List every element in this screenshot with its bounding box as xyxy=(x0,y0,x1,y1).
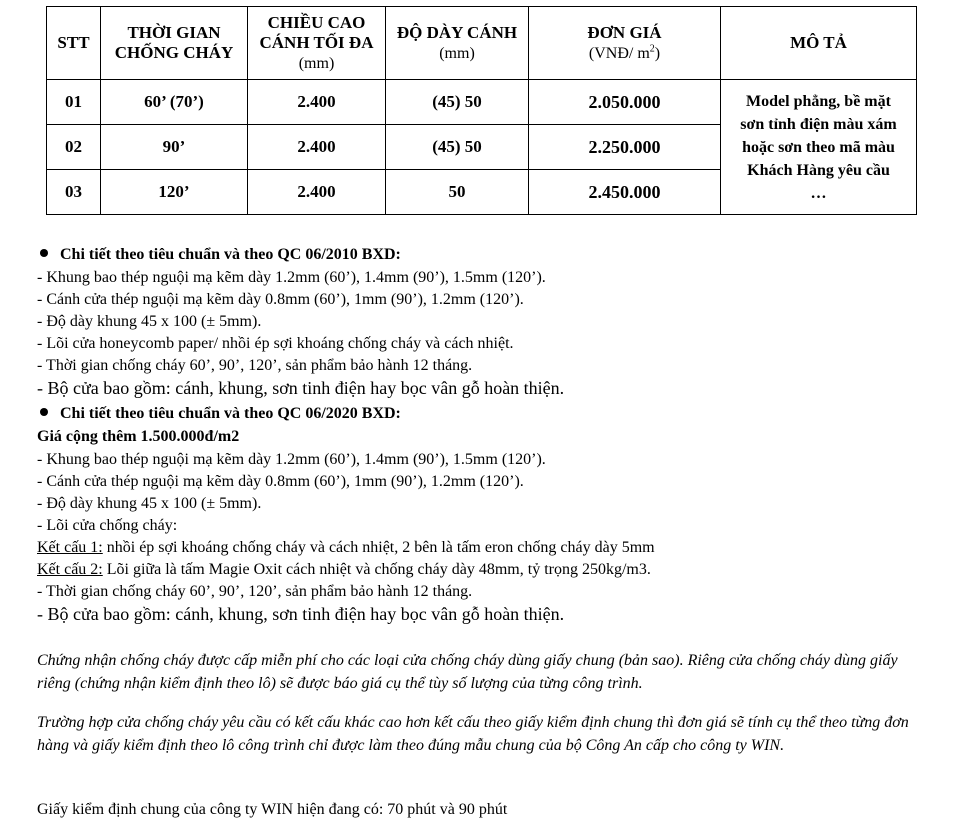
cell-max-height: 2.400 xyxy=(248,80,386,125)
header-unit-price: ĐƠN GIÁ (VNĐ/ $m^2$) xyxy=(529,7,721,80)
section1-last-line: - Bộ cửa bao gồm: cánh, khung, sơn tinh điện hay bọc vân gỗ hoàn thiện. xyxy=(37,378,565,398)
cell-leaf-thickness: 50 xyxy=(386,170,529,215)
cell-description: Model phẳng, bề mặt sơn tỉnh điện màu xám hoặc sơn theo mã màu Khách Hàng yêu cầu … xyxy=(721,80,917,215)
cell-stt: 01 xyxy=(47,80,101,125)
section2-line: - Cánh cửa thép nguội mạ kẽm dày 0.8mm (60’), 1mm (90’), 1.2mm (120’). xyxy=(37,473,524,490)
cell-fire-time: 60’ (70’) xyxy=(101,80,248,125)
cell-fire-time: 90’ xyxy=(101,125,248,170)
bullet-icon xyxy=(40,408,48,416)
header-fire-time: THỜI GIAN CHỐNG CHÁY xyxy=(101,7,248,80)
cell-leaf-thickness: (45) 50 xyxy=(386,80,529,125)
price-table xyxy=(46,6,917,215)
cell-leaf-thickness: (45) 50 xyxy=(386,125,529,170)
section1-line: - Khung bao thép nguội mạ kẽm dày 1.2mm (60’), 1.4mm (90’), 1.5mm (120’). xyxy=(37,269,546,286)
cell-unit-price: 2.050.000 xyxy=(529,80,721,125)
header-max-height: CHIỀU CAO CÁNH TỐI ĐA (mm) xyxy=(248,7,386,80)
section2-heading: Chi tiết theo tiêu chuẩn và theo QC 06/2020 BXD: xyxy=(40,403,401,425)
cell-unit-price: 2.450.000 xyxy=(529,170,721,215)
section1-line: - Độ dày khung 45 x 100 (± 5mm). xyxy=(37,313,262,330)
cell-stt: 02 xyxy=(47,125,101,170)
cell-unit-price: 2.250.000 xyxy=(529,125,721,170)
custom-structure-note: Trường hợp cửa chống cháy yêu cầu có kết cấu khác cao hơn kết cấu theo giấy kiểm định chung thì đơn giá sẽ tính cụ thể theo từng đơn hàng và giấy kiểm định theo lô công trình chỉ được làm theo đúng mẫu chung của bộ Công An cấp cho công ty WIN. xyxy=(37,714,909,754)
cell-max-height: 2.400 xyxy=(248,170,386,215)
certificate-note: Chứng nhận chống cháy được cấp miễn phí cho các loại cửa chống cháy dùng giấy chung (bản sao). Riêng cửa chống cháy dùng giấy riêng (chứng nhận kiểm định theo lô) sẽ được báo giá cụ thể tùy số lượng của từng công trình. xyxy=(37,652,898,692)
section1-heading: Chi tiết theo tiêu chuẩn và theo QC 06/2010 BXD: xyxy=(40,244,401,266)
final-note: Giấy kiểm định chung của công ty WIN hiện đang có: 70 phút và 90 phút xyxy=(37,801,508,818)
section1-line: - Lõi cửa honeycomb paper/ nhồi ép sợi khoáng chống cháy và cách nhiệt. xyxy=(37,335,514,352)
cell-max-height: 2.400 xyxy=(248,125,386,170)
header-description: MÔ TẢ xyxy=(721,7,917,80)
table-row xyxy=(47,80,917,125)
cell-stt: 03 xyxy=(47,170,101,215)
structure-1-label: Kết cấu 1: xyxy=(37,539,103,556)
section1-line: - Thời gian chống cháy 60’, 90’, 120’, sản phẩm bảo hành 12 tháng. xyxy=(37,357,473,374)
section1-line: - Cánh cửa thép nguội mạ kẽm dày 0.8mm (60’), 1mm (90’), 1.2mm (120’). xyxy=(37,291,524,308)
structure-2: Kết cấu 2: Lõi giữa là tấm Magie Oxit cách nhiệt và chống cháy dày 48mm, tỷ trọng 250kg/m3. xyxy=(37,561,651,578)
section2-time-line: - Thời gian chống cháy 60’, 90’, 120’, sản phẩm bảo hành 12 tháng. xyxy=(37,583,473,600)
cell-fire-time: 120’ xyxy=(101,170,248,215)
structure-2-label: Kết cấu 2: xyxy=(37,561,103,578)
section2-line: - Khung bao thép nguội mạ kẽm dày 1.2mm (60’), 1.4mm (90’), 1.5mm (120’). xyxy=(37,451,546,468)
section2-last-line: - Bộ cửa bao gồm: cánh, khung, sơn tinh điện hay bọc vân gỗ hoàn thiện. xyxy=(37,604,565,624)
structure-1: Kết cấu 1: nhồi ép sợi khoáng chống cháy và cách nhiệt, 2 bên là tấm eron chống cháy dày 5mm xyxy=(37,539,655,556)
section2-line: - Lõi cửa chống cháy: xyxy=(37,517,178,534)
section2-line: - Độ dày khung 45 x 100 (± 5mm). xyxy=(37,495,262,512)
table-header-row xyxy=(47,7,917,80)
header-leaf-thickness: ĐỘ DÀY CÁNH (mm) xyxy=(386,7,529,80)
header-stt: STT xyxy=(47,7,101,80)
extra-price: Giá cộng thêm 1.500.000đ/m2 xyxy=(37,428,240,445)
bullet-icon xyxy=(40,249,48,257)
